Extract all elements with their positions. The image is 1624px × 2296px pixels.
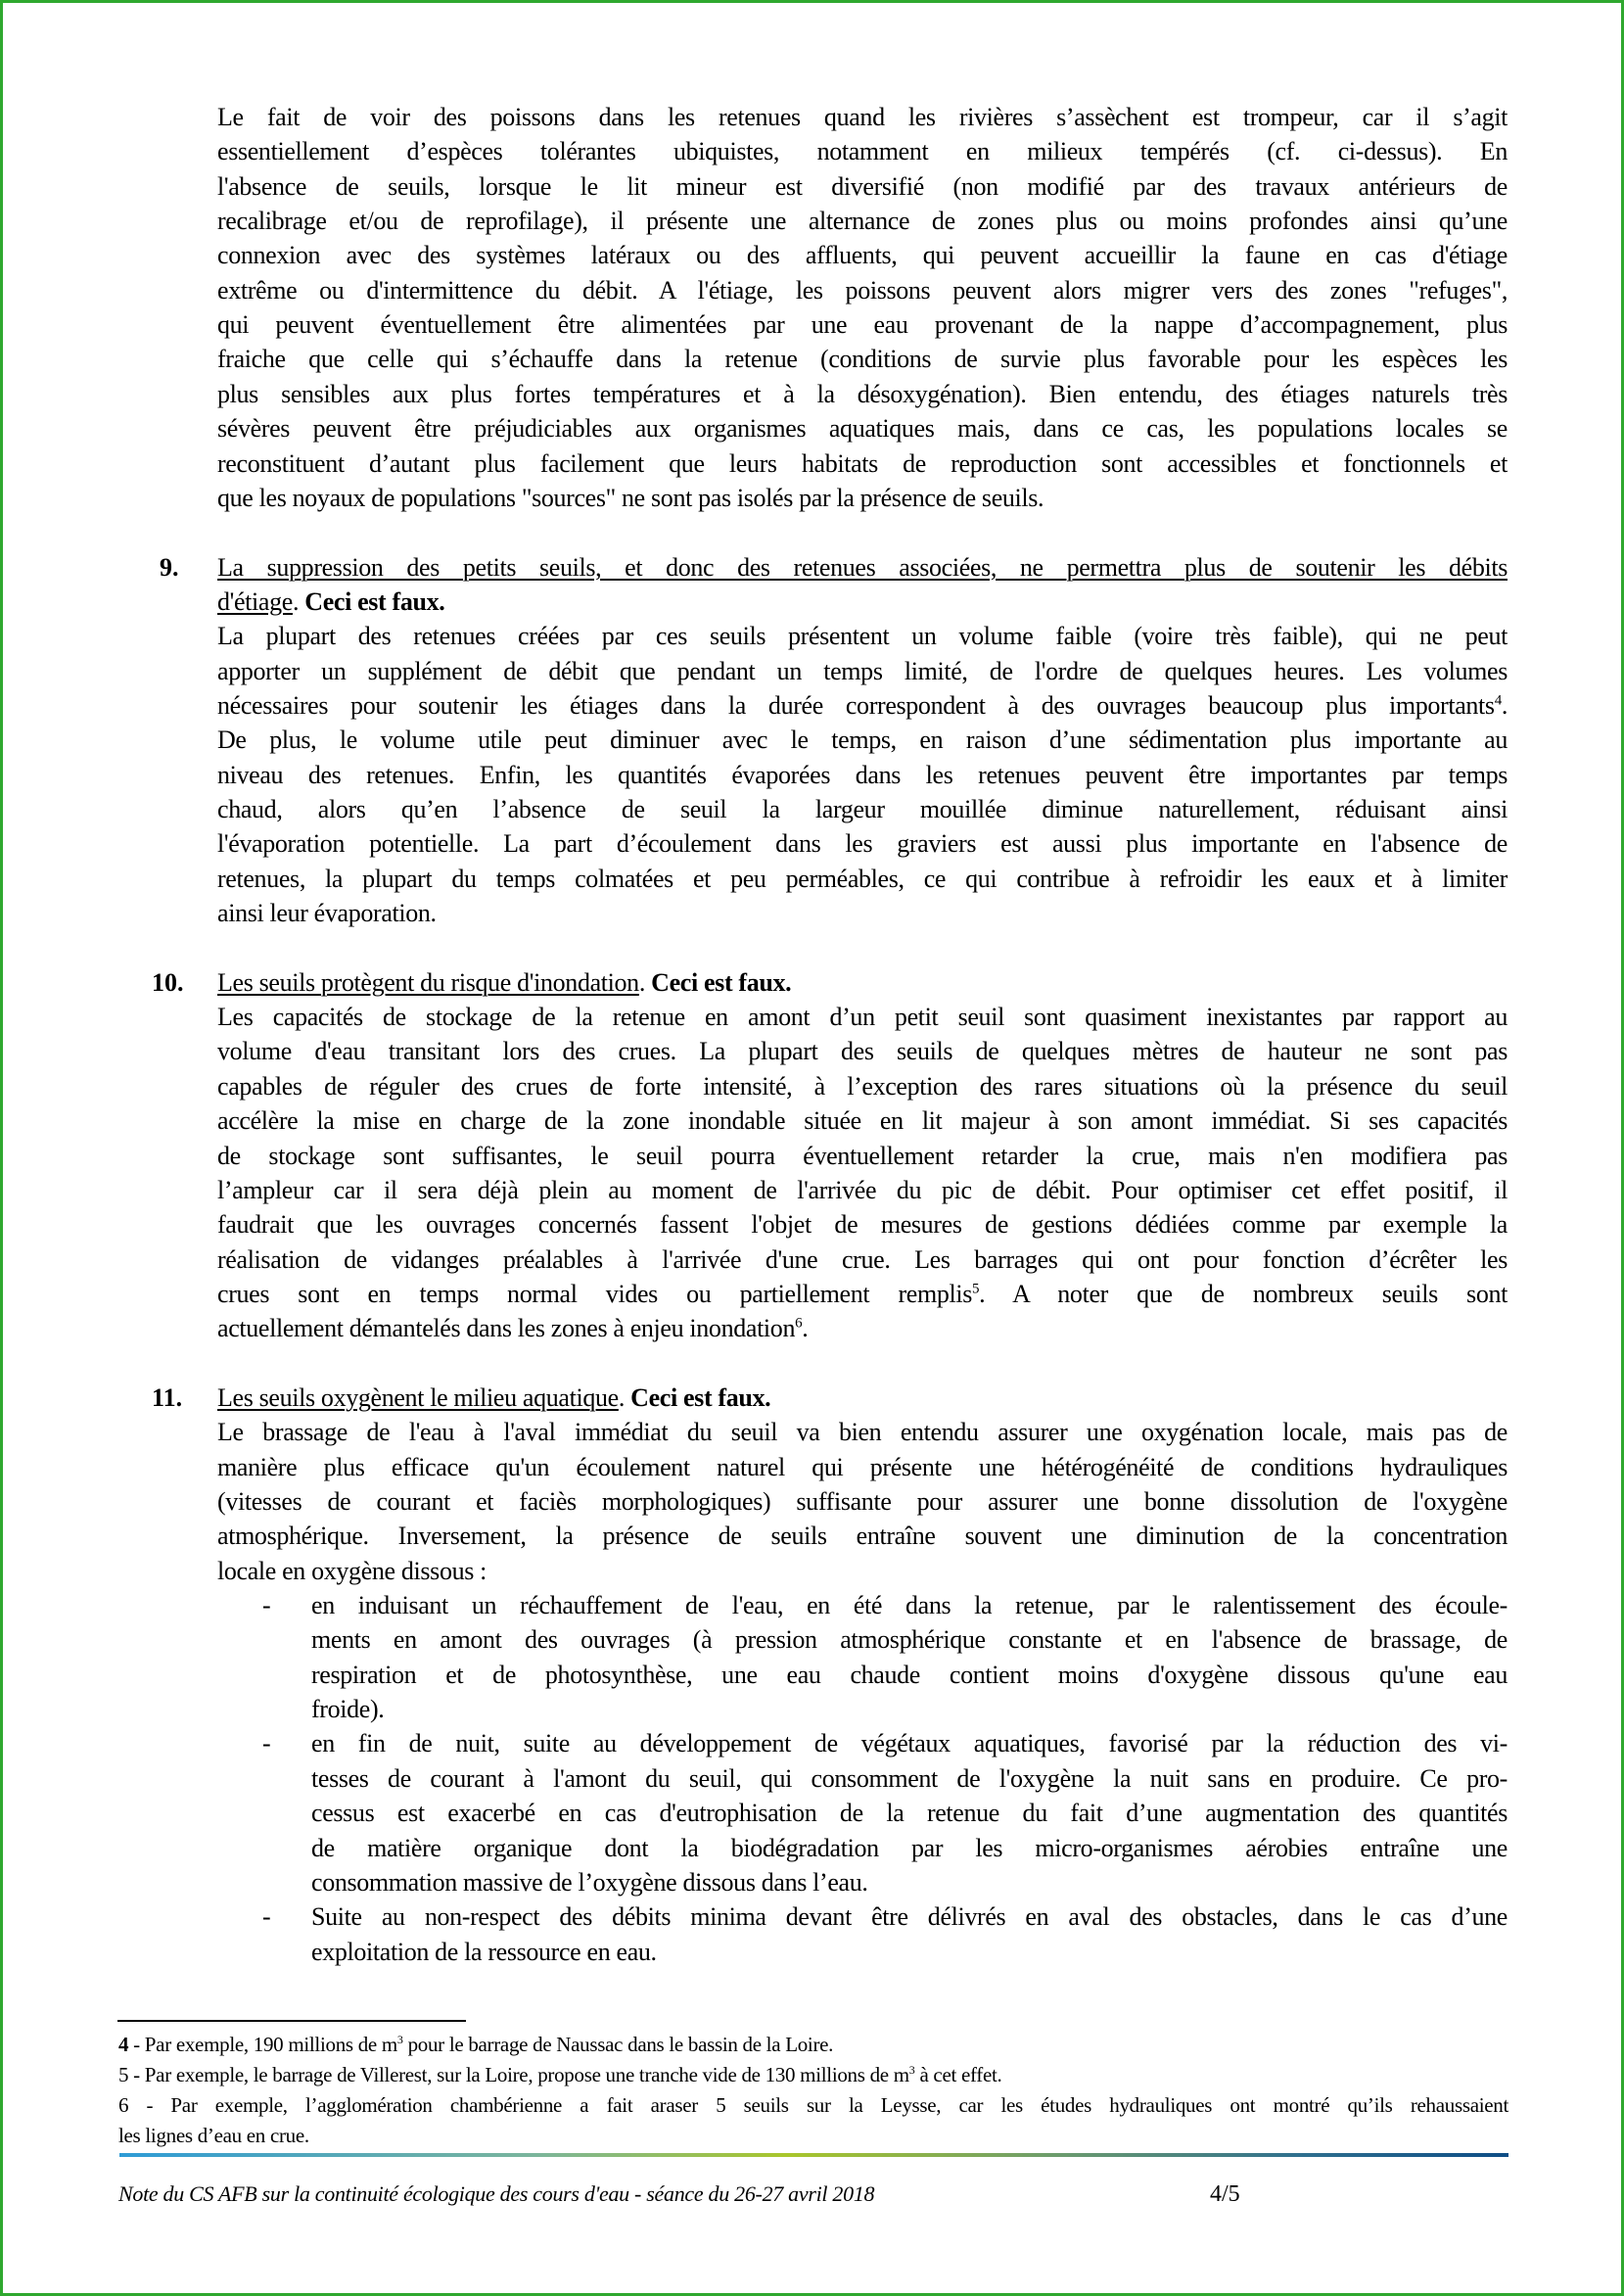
item-heading: Les seuils oxygènent le milieu aquatique. Ceci est faux.	[217, 1382, 771, 1412]
bullet-line: respiration et de photosynthèse, une eau chaude contient moins d'oxygène dissous qu'une eau	[311, 1660, 1508, 1689]
paragraph-text: . A noter que de nombreux seuils sont	[979, 1279, 1508, 1308]
paragraph-line: qui peuvent éventuellement être alimentées par une eau provenant de la nappe d’accompagnement, plus	[217, 310, 1508, 340]
footnote-number: 5	[118, 2063, 129, 2086]
bullet-line: ments en amont des ouvrages (à pression atmosphérique constante et en l'absence de brassage, de	[311, 1625, 1508, 1655]
paragraph-line: chaud, alors qu’en l’absence de seuil la largeur mouillée diminue naturellement, réduisant ainsi	[217, 795, 1508, 823]
footnote-ref[interactable]: 5	[972, 1281, 980, 1297]
bullet-line: froide).	[311, 1695, 385, 1724]
paragraph-line: recalibrage et/ou de reprofilage), il présente une alternance de zones plus ou moins profondes ainsi qu’une	[217, 207, 1508, 236]
bullet-line: de matière organique dont la biodégradation par les micro-organismes aérobies entraîne une	[311, 1833, 1508, 1862]
verdict: Ceci est faux.	[304, 586, 445, 616]
paragraph-line: reconstituent d’autant plus facilement que leurs habitats de reproduction sont accessibles et fonctionnels et	[217, 448, 1508, 478]
page-number: 4/5	[1210, 2181, 1240, 2207]
paragraph-line: fraiche que celle qui s’échauffe dans la retenue (conditions de survie plus favorable pour les espèces les	[217, 345, 1508, 374]
paragraph-line: l'absence de seuils, lorsque le lit mineur est diversifié (non modifié par des travaux antérieurs de	[217, 171, 1508, 201]
footer-gradient-rule	[119, 2153, 1508, 2157]
paragraph-line: accélère la mise en charge de la zone inondable située en lit majeur à son amont immédiat. Si ses capacités	[217, 1106, 1508, 1136]
bullet-marker: -	[262, 1729, 271, 1758]
bullet-line: en induisant un réchauffement de l'eau, en été dans la retenue, par le ralentissement des écoule-	[311, 1591, 1508, 1620]
paragraph-line: ainsi leur évaporation.	[217, 899, 437, 928]
paragraph-line: manière plus efficace qu'un écoulement naturel qui présente une hétérogénéité de conditions hydrauliques	[217, 1452, 1508, 1481]
paragraph-line	[217, 1277, 1508, 1311]
paragraph-line: plus sensibles aux plus fortes températures et à la désoxygénation). Bien entendu, des étiages naturels très	[217, 379, 1508, 408]
item-heading-text: Les seuils protègent du risque d'inondation	[217, 967, 639, 997]
paragraph-line: Les capacités de stockage de la retenue en amont d’un petit seuil sont quasiment inexistantes par rapport au	[217, 1003, 1508, 1032]
item-heading-text: d'étiage	[217, 586, 293, 616]
footnote-separator	[117, 2020, 466, 2022]
footnote-sep: -	[128, 2033, 145, 2056]
footnote-number: 6	[118, 2093, 129, 2117]
paragraph-line: extrême ou d'intermittence du débit. A l'étiage, les poissons peuvent alors migrer vers des zones "refuges",	[217, 275, 1508, 305]
paragraph-line: (vitesses de courant et faciès morphologiques) suffisante pour assurer une bonne dissolution de l'oxygène	[217, 1487, 1508, 1516]
paragraph-line: Le brassage de l'eau à l'aval immédiat du seuil va bien entendu assurer une oxygénation locale, mais pas de	[217, 1418, 1508, 1447]
bullet-marker: -	[262, 1902, 271, 1932]
paragraph-line: niveau des retenues. Enfin, les quantités évaporées dans les retenues peuvent être importantes par temps	[217, 760, 1508, 789]
footer-document-title: Note du CS AFB sur la continuité écologique des cours d'eau - séance du 26-27 avril 2018	[118, 2181, 875, 2206]
bullet-marker: -	[262, 1591, 271, 1620]
footnote-text: à cet effet.	[914, 2063, 1002, 2086]
footnote-text: Par exemple, 190 millions de m	[144, 2033, 397, 2056]
paragraph-line: atmosphérique. Inversement, la présence de seuils entraîne souvent une diminution de la concentration	[217, 1522, 1508, 1551]
paragraph-line: De plus, le volume utile peut diminuer avec le temps, en raison d’une sédimentation plus importante au	[217, 726, 1508, 755]
bullet-line: cessus est exacerbé en cas d'eutrophisation de la retenue du fait d’une augmentation des quantités	[311, 1799, 1508, 1828]
item-heading-text: La suppression des petits seuils, et donc des retenues associées, ne permettra plus de soutenir les débits	[217, 552, 1508, 582]
paragraph-line: retenues, la plupart du temps colmatées et peu perméables, ce qui contribue à refroidir les eaux et à limiter	[217, 864, 1508, 893]
paragraph-line: que les noyaux de populations "sources" ne sont pas isolés par la présence de seuils.	[217, 483, 1044, 512]
paragraph-line: La plupart des retenues créées par ces seuils présentent un volume faible (voire très faible), qui ne peut	[217, 622, 1508, 651]
footnote-ref[interactable]: 4	[1494, 692, 1502, 709]
footnote-sep: -	[128, 2063, 145, 2086]
superscript: 3	[396, 2033, 403, 2046]
bullet-line: en fin de nuit, suite au développement de végétaux aquatiques, favorisé par la réduction des vi-	[311, 1729, 1508, 1758]
footnote-continuation: les lignes d’eau en crue.	[118, 2124, 309, 2147]
item-number: 11.	[152, 1382, 183, 1412]
footnote-sep: -	[128, 2093, 171, 2117]
item-number: 10.	[152, 967, 184, 997]
footnote-ref[interactable]: 6	[795, 1315, 803, 1332]
paragraph-line: Le fait de voir des poissons dans les retenues quand les rivières s’assèchent est trompeur, car il s’agit	[217, 103, 1508, 131]
item-heading: d'étiage. Ceci est faux.	[217, 586, 445, 616]
paragraph-line: l'évaporation potentielle. La part d’écoulement dans les graviers est aussi plus importante en l'absence de	[217, 829, 1508, 859]
item-number: 9.	[160, 552, 179, 582]
bullet-line: consommation massive de l’oxygène dissous dans l’eau.	[311, 1867, 868, 1897]
item-heading-text: Les seuils oxygènent le milieu aquatique	[217, 1382, 619, 1412]
paragraph-line: réalisation de vidanges préalables à l'arrivée d'une crue. Les barrages qui ont pour fonction d’écrêter les	[217, 1244, 1508, 1274]
footnote-number: 4	[118, 2033, 129, 2056]
bullet-line: exploitation de la ressource en eau.	[311, 1937, 657, 1966]
footnote-text: pour le barrage de Naussac dans le bassin de la Loire.	[402, 2033, 834, 2056]
verdict: Ceci est faux.	[651, 967, 792, 997]
paragraph-text: nécessaires pour soutenir les étiages dans la durée correspondent à des ouvrages beaucoup plus importants	[217, 690, 1495, 720]
paragraph-line: faudrait que les ouvrages concernés fassent l'objet de mesures de gestions dédiées comme par exemple la	[217, 1210, 1508, 1240]
paragraph-text: actuellement démantelés dans les zones à enjeu inondation	[217, 1314, 796, 1343]
paragraph-line: essentiellement d’espèces tolérantes ubiquistes, notamment en milieux tempérés (cf. ci-dessus). En	[217, 137, 1508, 166]
verdict: Ceci est faux.	[630, 1382, 771, 1412]
bullet-line: Suite au non-respect des débits minima devant être délivrés en aval des obstacles, dans le cas d’une	[311, 1902, 1508, 1932]
paragraph-line: locale en oxygène dissous :	[217, 1556, 487, 1585]
footnote	[118, 2060, 1508, 2090]
footnote	[118, 2030, 1508, 2060]
paragraph-line: nécessaires pour soutenir les étiages dans la durée correspondent à des ouvrages beaucoup plus importants$^4$.	[217, 690, 1508, 720]
paragraph-line: sévères peuvent être préjudiciables aux organismes aquatiques mais, dans ce cas, les populations locales se	[217, 414, 1508, 444]
superscript: 3	[908, 2063, 915, 2077]
bullet-line: tesses de courant à l'amont du seuil, qui consomment de l'oxygène la nuit sans en produire. Ce pro-	[311, 1763, 1508, 1793]
paragraph-line: actuellement démantelés dans les zones à enjeu inondation$^6$.	[217, 1314, 809, 1343]
footnote	[118, 2090, 1508, 2121]
paragraph-text: crues sont en temps normal vides ou partiellement remplis	[217, 1279, 973, 1308]
footnote-text: Par exemple, l’agglomération chambérienne a fait araser 5 seuils sur la Leysse, car les études hydrauliques ont montré qu’ils rehaussaient	[170, 2093, 1509, 2117]
paragraph-line: de stockage sont suffisantes, le seuil pourra éventuellement retarder la crue, mais n'en modifiera pas	[217, 1141, 1508, 1170]
footnote-text: Par exemple, le barrage de Villerest, sur la Loire, propose une tranche vide de 130 millions de m	[144, 2063, 909, 2086]
paragraph-line: l’ampleur car il sera déjà plein au moment de l'arrivée du pic de débit. Pour optimiser cet effet positif, il	[217, 1175, 1508, 1204]
paragraph-line: capables de réguler des crues de forte intensité, à l’exception des rares situations où la présence du seuil	[217, 1071, 1508, 1101]
paragraph-line: apporter un supplément de débit que pendant un temps limité, de l'ordre de quelques heures. Les volumes	[217, 656, 1508, 685]
paragraph-line: connexion avec des systèmes latéraux ou des affluents, qui peuvent accueillir la faune en cas d'étiage	[217, 241, 1508, 270]
item-heading: Les seuils protègent du risque d'inondation. Ceci est faux.	[217, 967, 792, 997]
paragraph-line: volume d'eau transitant lors des crues. La plupart des seuils de quelques mètres de hauteur ne sont pas	[217, 1037, 1508, 1066]
item-heading	[217, 550, 1508, 585]
